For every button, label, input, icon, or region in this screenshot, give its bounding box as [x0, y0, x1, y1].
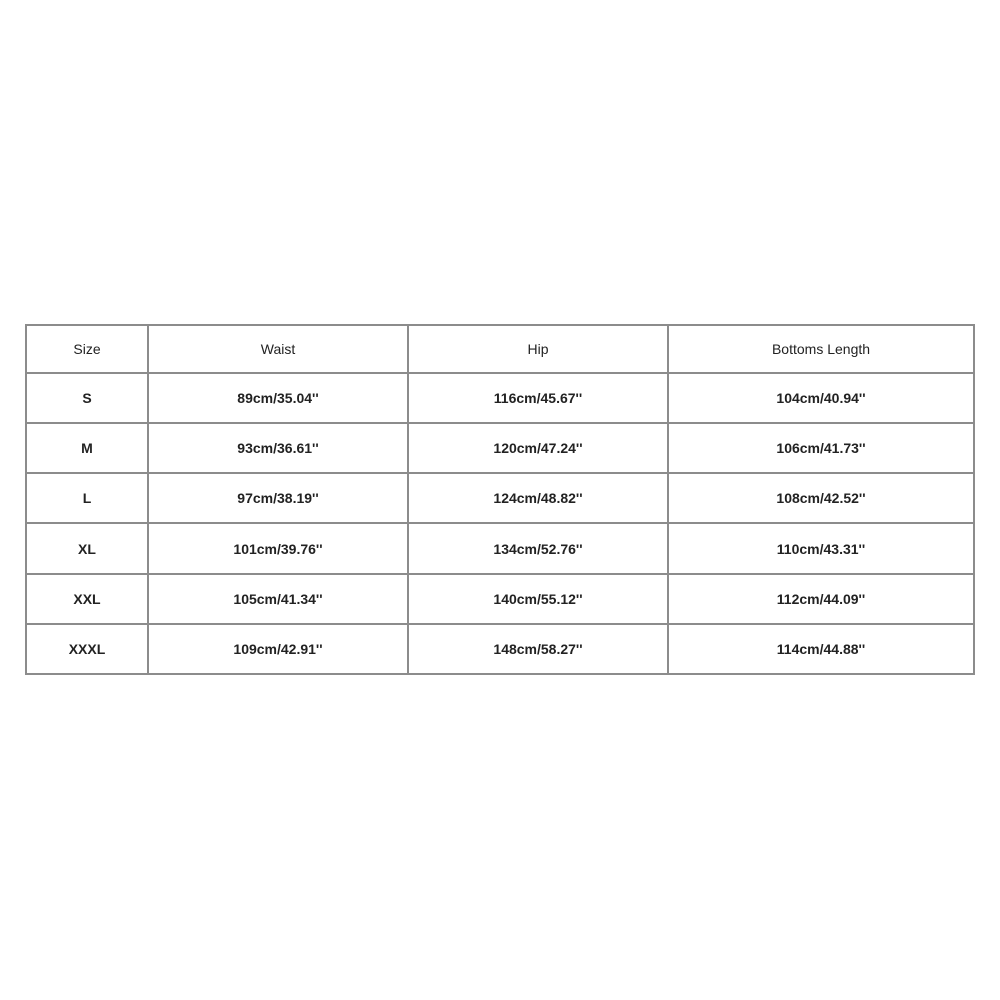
cell-bottoms-length: 114cm/44.88'' — [668, 624, 974, 674]
cell-waist: 109cm/42.91'' — [148, 624, 408, 674]
table-row — [26, 423, 974, 473]
cell-bottoms-length: 108cm/42.52'' — [668, 473, 974, 523]
cell-size: L — [26, 473, 148, 523]
cell-size: XXL — [26, 574, 148, 624]
cell-bottoms-length: 104cm/40.94'' — [668, 373, 974, 423]
header-hip: Hip — [408, 325, 668, 373]
header-waist: Waist — [148, 325, 408, 373]
cell-waist: 89cm/35.04'' — [148, 373, 408, 423]
cell-hip: 120cm/47.24'' — [408, 423, 668, 473]
table-row — [26, 624, 974, 674]
cell-hip: 134cm/52.76'' — [408, 523, 668, 573]
table-row — [26, 574, 974, 624]
cell-size: M — [26, 423, 148, 473]
cell-size: XL — [26, 523, 148, 573]
cell-hip: 140cm/55.12'' — [408, 574, 668, 624]
size-chart-table — [25, 324, 975, 675]
cell-hip: 116cm/45.67'' — [408, 373, 668, 423]
header-size: Size — [26, 325, 148, 373]
cell-hip: 148cm/58.27'' — [408, 624, 668, 674]
table-row — [26, 473, 974, 523]
table-header-row — [26, 325, 974, 373]
header-bottoms-length: Bottoms Length — [668, 325, 974, 373]
cell-hip: 124cm/48.82'' — [408, 473, 668, 523]
cell-size: XXXL — [26, 624, 148, 674]
cell-waist: 105cm/41.34'' — [148, 574, 408, 624]
cell-waist: 101cm/39.76'' — [148, 523, 408, 573]
cell-bottoms-length: 112cm/44.09'' — [668, 574, 974, 624]
table-row — [26, 523, 974, 573]
cell-waist: 97cm/38.19'' — [148, 473, 408, 523]
table-row — [26, 373, 974, 423]
cell-bottoms-length: 106cm/41.73'' — [668, 423, 974, 473]
cell-waist: 93cm/36.61'' — [148, 423, 408, 473]
cell-size: S — [26, 373, 148, 423]
cell-bottoms-length: 110cm/43.31'' — [668, 523, 974, 573]
